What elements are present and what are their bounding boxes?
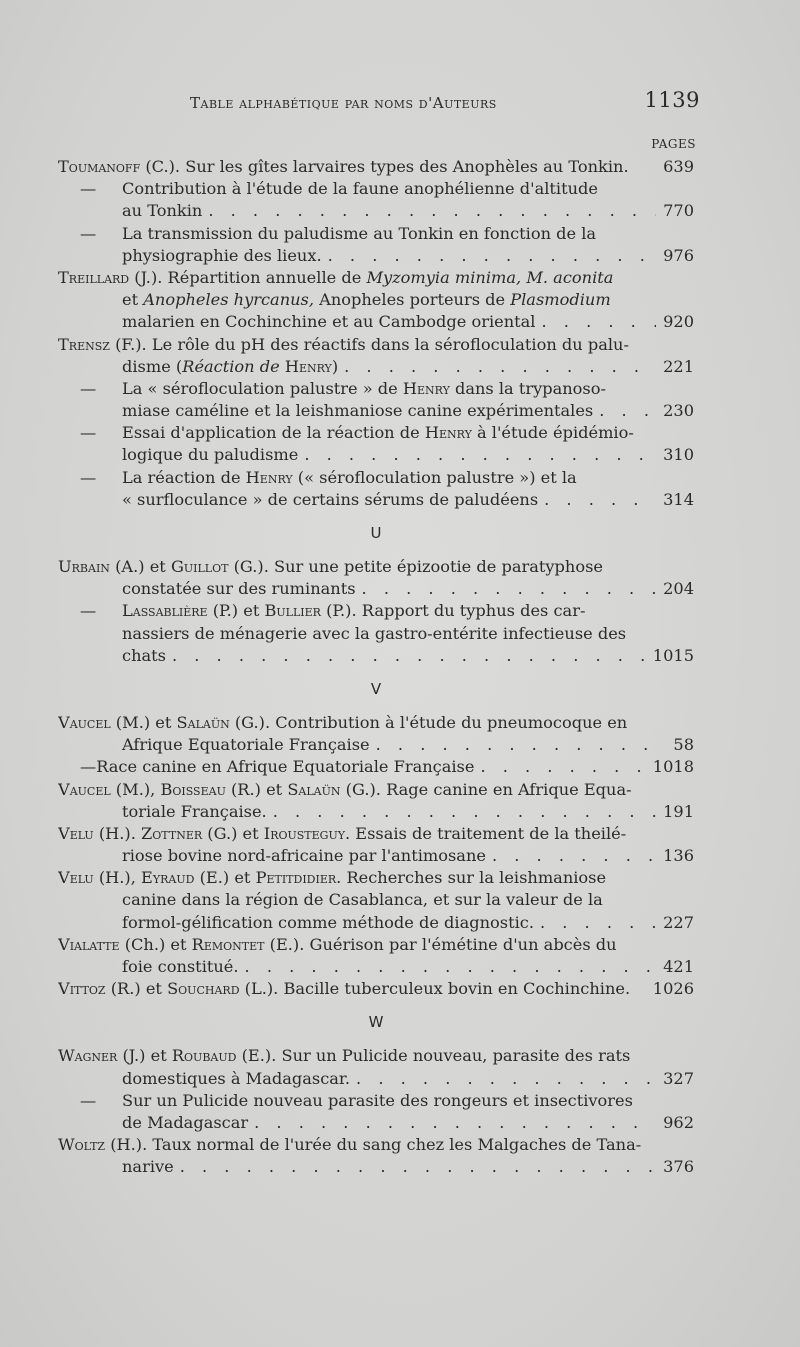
index-entry: — Sur un Pulicide nouveau parasite des rongeurs et insectivores de Madagascar . . . 962 (58, 1090, 694, 1134)
index-entry: — La « sérofloculation palustre » de Henry dans la trypanoso- miase caméline et la leishmaniose canine expérimentales . . . 230 (58, 378, 694, 422)
section-letter-v: V (370, 679, 382, 698)
page-ref: 1018 (652, 757, 694, 777)
author-name: Bullier (264, 601, 321, 621)
author-name: Salaün (287, 779, 341, 799)
index-entry: — La transmission du paludisme au Tonkin en fonction de la physiographie des lieux. . . . 976 (58, 223, 694, 267)
author-name: Roubaud (171, 1046, 237, 1066)
author-name: Remontet (191, 934, 265, 954)
entry-text: miase caméline et la leishmaniose canine expérimentales (122, 401, 594, 421)
entry-text: narive (122, 1157, 174, 1177)
entry-text: La réaction de (122, 467, 246, 487)
entry-text: (J.). Répartition annuelle de (129, 267, 367, 287)
entry-text: formol-gélification comme méthode de diagnostic. (122, 912, 534, 932)
entry-text: . Essais de traitement de la theilé- (344, 823, 627, 843)
index-entry (58, 334, 694, 378)
entry-text: constatée sur des ruminants (122, 579, 356, 599)
entry-text: (H.). Taux normal de l'urée du sang chez les Malgaches de Tana- (105, 1135, 642, 1155)
entry-text: (J.) et (117, 1046, 172, 1066)
author-name: Urbain (58, 557, 110, 576)
entry-text: La transmission du paludisme au Tonkin en fonction de la (122, 223, 597, 243)
author-name: Salaün (176, 712, 230, 732)
entry-text: canine dans la région de Casablanca, et sur la valeur de la (122, 890, 603, 910)
index-entry: — Essai d'application de la réaction de Henry à l'étude épidémio- logique du paludisme . . . 310 (58, 422, 694, 466)
pages-column-label: PAGES (651, 137, 696, 151)
index-entry (58, 823, 694, 867)
page-ref: 227 (663, 912, 694, 932)
page-ref: 136 (663, 846, 694, 866)
entry-text: . Recherches sur la leishmaniose (336, 868, 607, 888)
entry-text: à l'étude épidémio- (471, 423, 634, 443)
entry-text: (P.) et (207, 601, 265, 621)
entry-text: toriale Française. (122, 801, 267, 821)
author-name: Henry (284, 356, 332, 376)
index-entry (58, 556, 694, 600)
index-entry (58, 934, 694, 978)
author-name: Woltz (58, 1135, 106, 1155)
page-ref: 976 (663, 245, 694, 265)
entry-text: (R.) et (105, 979, 168, 999)
index-entry (58, 867, 694, 934)
entry-text: (E.). Sur un Pulicide nouveau, parasite des rats (236, 1046, 631, 1066)
entry-text: (G.) et (202, 823, 264, 843)
entry-text: (C.). Sur les gîtes larvaires types des Anophèles au Tonkin. (140, 157, 629, 176)
page-number: 1139 (644, 88, 700, 112)
index-entry (58, 1045, 694, 1089)
entry-text: riose bovine nord-africaine par l'antimosane (122, 846, 486, 866)
author-name: Zottner (141, 823, 203, 843)
species-name: Anopheles hyrcanus, (143, 290, 315, 310)
entry-text: « surfloculance » de certains sérums de paludéens (122, 489, 539, 509)
index-entry (58, 1134, 694, 1178)
author-name: Vaucel (58, 779, 111, 799)
entry-text: (A.) et (109, 557, 171, 576)
page-ref: 191 (663, 801, 694, 821)
entry-text: (E.) et (194, 868, 256, 888)
entry-text: (P.). Rapport du typhus des car- (320, 601, 586, 621)
entry-text: Race canine en Afrique Equatoriale Française (96, 757, 475, 777)
entry-text: (M.), (110, 779, 161, 799)
entry-text: (G.). Rage canine en Afrique Equa- (340, 779, 632, 799)
page-ref: 1026 (652, 979, 694, 999)
index-entry (58, 267, 694, 334)
entry-text: au Tonkin (122, 201, 203, 221)
entry-text: La « sérofloculation palustre » de (122, 378, 403, 398)
entry-text: (G.). Contribution à l'étude du pneumocoque en (229, 712, 628, 732)
entry-text: Essai d'application de la réaction de (122, 423, 425, 443)
entry-text: (H.). (93, 823, 142, 843)
author-name: Irousteguy (263, 823, 345, 843)
entry-text-italic: Réaction de (182, 356, 285, 376)
index-entry: — Contribution à l'étude de la faune anophélienne d'altitude au Tonkin . . . 770 (58, 178, 694, 222)
species-name: Plasmodium (510, 290, 611, 310)
page-ref: 962 (663, 1112, 694, 1132)
author-name: Toumanoff (58, 157, 141, 176)
section-letter-u: U (370, 524, 382, 542)
entry-text: de Madagascar (122, 1112, 249, 1132)
entry-text: Afrique Equatoriale Française (122, 735, 370, 755)
entry-text: (R.) et (225, 779, 288, 799)
page-ref: 314 (663, 489, 694, 509)
page-ref: 204 (663, 579, 694, 599)
index-entry (58, 156, 694, 178)
index-entry: — Race canine en Afrique Equatoriale Française . . . 1018 (58, 756, 694, 778)
page-ref: 639 (663, 157, 694, 176)
entry-text: (Ch.) et (119, 934, 192, 954)
index-content (58, 156, 694, 1179)
page-ref: 376 (663, 1157, 694, 1177)
author-name: Henry (424, 423, 472, 443)
entry-text: ) (331, 356, 339, 376)
entry-text: (G.). Sur une petite épizootie de paratyphose (228, 557, 603, 576)
entry-text: Sur un Pulicide nouveau parasite des rongeurs et insectivores (122, 1090, 633, 1110)
entry-text: (F.). Le rôle du pH des réactifs dans la sérofloculation du palu- (109, 334, 629, 354)
entry-text: chats (122, 645, 166, 665)
entry-text: Anopheles porteurs de (314, 290, 511, 310)
index-entry (58, 779, 694, 823)
index-entry (58, 712, 694, 756)
page-ref: 421 (663, 957, 694, 976)
author-name: Henry (245, 467, 293, 487)
author-name: Boisseau (160, 779, 226, 799)
section-letter-w: W (368, 1013, 384, 1032)
author-name: Velu (58, 868, 94, 888)
entry-text: disme ( (122, 356, 183, 376)
author-name: Wagner (58, 1046, 118, 1066)
entry-text: et (122, 290, 144, 310)
author-name: Lassablière (122, 601, 208, 621)
page-ref: 310 (663, 445, 694, 465)
entry-text: (« sérofloculation palustre ») et la (292, 467, 577, 487)
entry-text: foie constitué. (122, 957, 239, 976)
header-title: Table alphabétique par noms d'Auteurs (190, 94, 497, 112)
entry-text: dans la trypanoso- (449, 378, 606, 398)
author-name: Trensz (58, 334, 110, 354)
index-entry: — La réaction de Henry (« sérofloculation palustre ») et la « surfloculance » de certains sérums de paludéens . . . 314 (58, 467, 694, 511)
author-name: Vittoz (58, 979, 106, 999)
entry-text: malarien en Cochinchine et au Cambodge oriental (122, 312, 536, 332)
author-name: Treillard (58, 267, 130, 287)
page-ref: 1015 (652, 645, 694, 665)
page-ref: 221 (663, 356, 694, 376)
entry-text: (M.) et (110, 712, 177, 732)
author-name: Petitdidier (255, 868, 337, 888)
author-name: Vialatte (58, 934, 120, 954)
entry-text: Contribution à l'étude de la faune anophélienne d'altitude (122, 179, 598, 199)
entry-text: (L.). Bacille tuberculeux bovin en Cochinchine. (239, 979, 631, 999)
entry-text: (E.). Guérison par l'émétine d'un abcès du (264, 934, 617, 954)
entry-text: (H.), (93, 868, 142, 888)
page-ref: 920 (663, 312, 694, 332)
index-entry: — Lassablière (P.) et Bullier (P.). Rapport du typhus des car- nassiers de ménagerie avec la gastro-entérite infectieuse des chats . . . 1015 (58, 600, 694, 667)
author-name: Eyraud (141, 868, 195, 888)
entry-text: domestiques à Madagascar. (122, 1068, 351, 1088)
author-name: Henry (402, 378, 450, 398)
author-name: Vaucel (58, 712, 111, 732)
author-name: Souchard (167, 979, 240, 999)
page-ref: 58 (673, 735, 694, 755)
entry-text: physiographie des lieux. (122, 245, 322, 265)
entry-text: logique du paludisme (122, 445, 299, 465)
page-ref: 327 (663, 1068, 694, 1088)
author-name: Guillot (170, 557, 229, 576)
species-name: Myzomyia minima, M. aconita (366, 267, 614, 287)
author-name: Velu (58, 823, 94, 843)
index-entry (58, 978, 694, 1000)
entry-text: nassiers de ménagerie avec la gastro-entérite infectieuse des (122, 623, 627, 643)
page-ref: 230 (663, 401, 694, 421)
page-ref: 770 (663, 201, 694, 221)
